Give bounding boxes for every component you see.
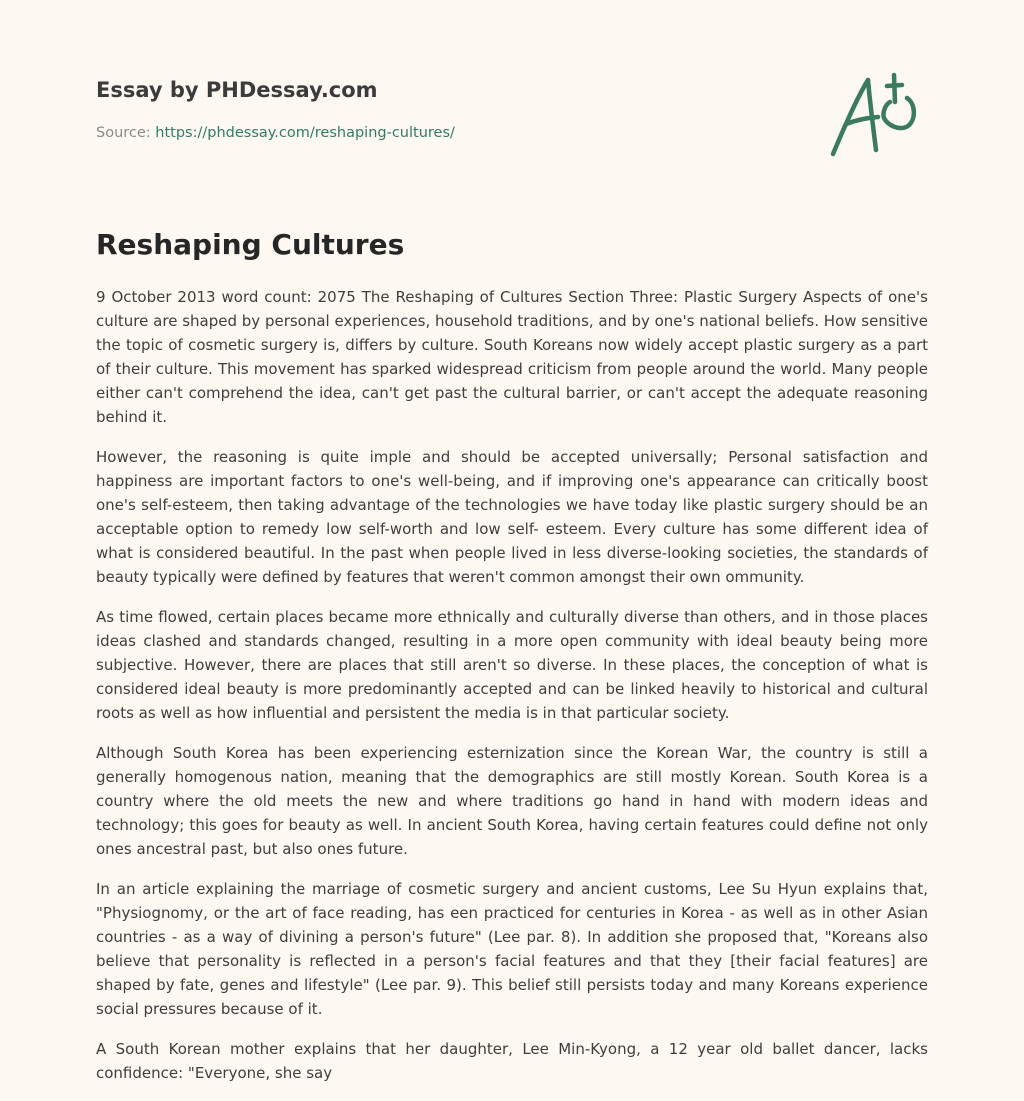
essay-header bbox=[96, 72, 928, 182]
a-plus-grade-logo-icon bbox=[828, 68, 928, 164]
essay-paragraph-5: In an article explaining the marriage of cosmetic surgery and ancient customs, Lee Su Hyun explains that, "Physiognomy, or the art of face reading, has een practiced for centuries in Korea - as well as in other Asian countries - as a way of divining a person's future" (Lee par. 8). In addition she proposed that, "Koreans also believe that personality is reflected in a person's facial features and that they [their facial features] are shaped by fate, genes and lifestyle" (Lee par. 9). This belief still persists today and many Koreans experience social pressures because of it. bbox=[96, 880, 928, 1018]
essay-paragraph-2: However, the reasoning is quite imple and should be accepted universally; Personal satisfaction and happiness are important factors to one's well-being, and if improving one's appearance can critically boost one's self-esteem, then taking advantage of the technologies we have today like plastic surgery should be an acceptable option to remedy low self-worth and low self- esteem. Every culture has some different idea of what is considered beautiful. In the past when people lived in less diverse-looking societies, the standards of beauty typically were defined by features that weren't common amongst their own ommunity. bbox=[96, 448, 928, 586]
essay-paragraph-4: Although South Korea has been experiencing esternization since the Korean War, the country is still a generally homogenous nation, meaning that the demographics are still mostly Korean. South Korea is a country where the old meets the new and where traditions go hand in hand with modern ideas and technology; this goes for beauty as well. In ancient South Korea, having certain features could define not only ones ancestral past, but also ones future. bbox=[96, 744, 928, 858]
essay-title: Reshaping Cultures bbox=[96, 228, 405, 261]
essay-paragraph-6: A South Korean mother explains that her daughter, Lee Min-Kyong, a 12 year old ballet dancer, lacks confidence: "Everyone, she say bbox=[96, 1040, 928, 1082]
essay-paragraph-3: As time flowed, certain places became more ethnically and culturally diverse than others, and in those places ideas clashed and standards changed, resulting in a more open community with ideal beauty being more subjective. However, there are places that still aren't so diverse. In these places, the conception of what is considered ideal beauty is more predominantly accepted and can be linked heavily to historical and cultural roots as well as how influential and persistent the media is in that particular society. bbox=[96, 608, 928, 722]
source-line bbox=[96, 122, 455, 144]
source-link[interactable]: https://phdessay.com/reshaping-cultures/ bbox=[155, 125, 455, 141]
site-title: Essay by PHDessay.com bbox=[96, 78, 378, 102]
essay-body bbox=[96, 285, 928, 1101]
source-label: Source: bbox=[96, 125, 151, 141]
essay-paragraph-1: 9 October 2013 word count: 2075 The Reshaping of Cultures Section Three: Plastic Surgery Aspects of one's culture are shaped by personal experiences, household traditions, and by one's national beliefs. How sensitive the topic of cosmetic surgery is, differs by culture. South Koreans now widely accept plastic surgery as a part of their culture. This movement has sparked widespread criticism from people around the world. Many people either can't comprehend the idea, can't get past the cultural barrier, or can't accept the adequate reasoning behind it. bbox=[96, 288, 928, 426]
